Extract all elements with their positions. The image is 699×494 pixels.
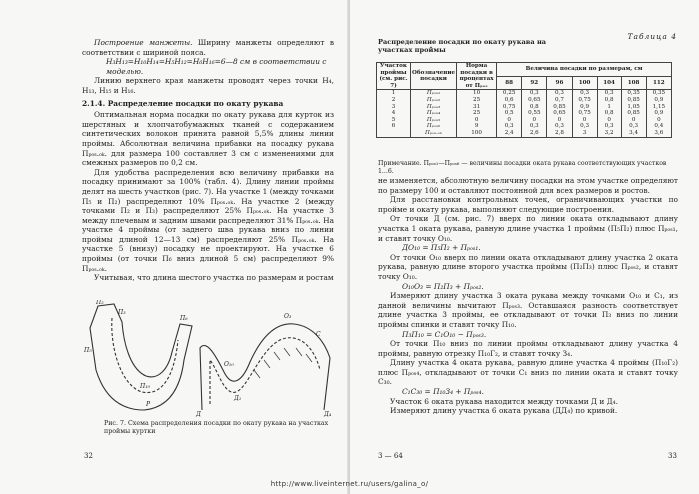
left-page bbox=[0, 0, 349, 494]
cell-value: 0,3 bbox=[497, 123, 522, 130]
section-heading: 2.1.4. Распределение посадки по окату рукава bbox=[82, 98, 284, 108]
size-header-108: 108 bbox=[621, 76, 646, 90]
cell-value: 3,2 bbox=[597, 130, 621, 137]
table-header-norm: Норма посадки в процентах от Пₚₒₛ bbox=[457, 63, 497, 90]
sleeve-cap-inner bbox=[210, 338, 320, 404]
cell-value: 0 bbox=[621, 117, 646, 124]
table-note: Примечание. Пₚₒₛ₁—Пₚₒₛ₆ — величины посадки оката рукава соответствующих участков 1...6. bbox=[378, 160, 667, 175]
cell-code: Пₚₒₛ₁ bbox=[411, 90, 457, 97]
cell-value: 0 bbox=[547, 117, 572, 124]
label-p2: П₂ bbox=[96, 300, 104, 306]
right-body-paragraph-8: П₃П₁₀ = С₁О₁₀ − Пₚₒₛ₃. bbox=[402, 329, 487, 339]
cell-code: Пₚₒₛ₄ bbox=[411, 110, 457, 117]
cell-norm: 0 bbox=[457, 117, 497, 124]
cell-part: 5 bbox=[377, 117, 411, 124]
cell-value: 1 bbox=[597, 104, 621, 111]
right-body-paragraph-6: О₁₀О₃ = П₂П₃ + Пₚₒₛ₂. bbox=[402, 281, 484, 291]
cell-value: 0,75 bbox=[572, 97, 597, 104]
right-page-number: 33 bbox=[668, 452, 677, 460]
size-header-92: 92 bbox=[522, 76, 547, 90]
cell-value: 2,8 bbox=[547, 130, 572, 137]
sleeve-cap-outline bbox=[200, 324, 330, 410]
cell-value: 0 bbox=[646, 117, 671, 124]
size-header-104: 104 bbox=[597, 76, 621, 90]
cell-value: 3,6 bbox=[646, 130, 671, 137]
label-p10: П₁₀ bbox=[140, 383, 151, 390]
cell-part: 2 bbox=[377, 97, 411, 104]
label-p5: П₅ bbox=[84, 347, 92, 354]
table-header-part: Участок проймы (см. рис. 7) bbox=[377, 63, 411, 90]
right-page bbox=[350, 0, 699, 494]
cell-norm: 10 bbox=[457, 90, 497, 97]
cell-value: 0,6 bbox=[497, 97, 522, 104]
cell-value: 0 bbox=[522, 117, 547, 124]
size-header-96: 96 bbox=[547, 76, 572, 90]
cell-code: Пₚₒₛ₅ bbox=[411, 117, 457, 124]
label-p6: П₆ bbox=[180, 315, 188, 322]
cell-value: 0,55 bbox=[522, 110, 547, 117]
label-o10: О₁₀ bbox=[224, 361, 234, 368]
table-row bbox=[377, 117, 672, 124]
cell-value: 0,65 bbox=[522, 97, 547, 104]
table-header-group: Величина посадки по размерам, см bbox=[497, 63, 672, 77]
cell-value: 0 bbox=[572, 117, 597, 124]
cell-value: 0,3 bbox=[522, 123, 547, 130]
right-body-paragraph-2: Для расстановки контрольных точек, ограничивающих участки по пройме и окату рукава, выполняют следующие построения. bbox=[378, 195, 678, 214]
right-body-paragraph-1: не изменяется, абсолютную величину посадки на этом участке определяют по размеру 100 и оставляют постоянной для всех размеров и ростов. bbox=[378, 176, 678, 195]
cell-value: 0,35 bbox=[646, 90, 671, 97]
sleeve-hatch bbox=[254, 348, 312, 378]
right-body-paragraph-11: С₁С₃₀ = П₁₀З₄ + Пₚₒₛ₄. bbox=[402, 387, 484, 397]
cell-value: 3,4 bbox=[621, 130, 646, 137]
cell-value: 0,9 bbox=[646, 110, 671, 117]
cell-value: 2,4 bbox=[497, 130, 522, 137]
cell-part: 6 bbox=[377, 123, 411, 130]
table-number: Таблица 4 bbox=[627, 32, 677, 41]
cell-value: 0,8 bbox=[597, 97, 621, 104]
table-row bbox=[377, 104, 672, 111]
cell-norm: 9 bbox=[457, 123, 497, 130]
cell-norm: 100 bbox=[457, 130, 497, 137]
label-o3: О₃ bbox=[284, 313, 292, 320]
right-body-paragraph-3: От точки Д (см. рис. 7) вверх по линии оката откладывают длину участка 1 оката рукава, равную длине участка 1 проймы (П₅П₂) плюс Пₚₒₛ₁, и ставят точку О₁₀. bbox=[378, 214, 678, 243]
cell-value: 0,3 bbox=[547, 123, 572, 130]
right-body-paragraph-4: ДО₁₀ = П₅П₂ + Пₚₒₛ₁. bbox=[402, 243, 481, 253]
cell-value: 0,3 bbox=[547, 90, 572, 97]
watermark-url: http://www.liveinternet.ru/users/galina_o/ bbox=[270, 480, 429, 488]
cuff-formula: Н₃Н₁₃=Н₁₀Н₁₄=Н₅Н₁₂=Н₆Н₁₆=6—8 см в соответствии с моделью. bbox=[106, 57, 327, 76]
size-header-112: 112 bbox=[646, 76, 671, 90]
right-body-paragraph-5: От точки О₁₀ вверх по линии оката откладывают длину участка 2 оката рукава, равную длине второго участка проймы (П₂П₃) плюс Пₚₒₛ₂, и ставят точку О₁₀. bbox=[378, 252, 678, 281]
cell-value: 0,3 bbox=[572, 90, 597, 97]
cell-value: 0,3 bbox=[572, 123, 597, 130]
cell-value: 0,9 bbox=[572, 104, 597, 111]
body-paragraph-1: Оптимальная норма посадки по окату рукава для курток из шерстяных и хлопчатобумажных тканей с содержанием синтетических волокон принята равной 5,5% длины линии проймы. Абсолютная величина прибавки на посадку рукава Пₚₒₛ.ₒₖ. для размера 100 составляет 3 см с изменениями для смежных размеров по 0,2 см. bbox=[82, 110, 334, 168]
cell-value: 0,9 bbox=[646, 97, 671, 104]
size-header-88: 88 bbox=[497, 76, 522, 90]
cuff-paragraph bbox=[82, 38, 334, 57]
right-body-paragraph-12: Участок 6 оката рукава находится между точками Д и Д₄. bbox=[390, 396, 618, 406]
table-header-code: Обозначение посадки bbox=[411, 63, 457, 90]
table-title: Распределение посадки по окату рукава на участках проймы bbox=[378, 38, 547, 54]
signature-mark: 3 — 64 bbox=[378, 452, 403, 460]
cell-part: 4 bbox=[377, 110, 411, 117]
cell-part bbox=[377, 130, 411, 137]
cell-value: 0,7 bbox=[547, 97, 572, 104]
right-body-paragraph-7: Измеряют длину участка 3 оката рукава между точками О₁₀ и С₁, из данной величины вычитают Пₚₒₛ₃. Оставшаяся разность соответствует длине участка 3 проймы, ее откладывают от точки П₃ вниз по линии проймы спинки и ставят точку П₁₀. bbox=[378, 291, 678, 329]
left-page-number: 32 bbox=[84, 452, 93, 460]
cell-value: 2,6 bbox=[522, 130, 547, 137]
cell-part: 1 bbox=[377, 90, 411, 97]
body-paragraph-2: Для удобства распределения всю величину прибавки на посадку принимают за 100% (табл. 4). Длину линии проймы делят на шесть участков (рис. 7). На участке 1 (между точками П₅ и П₂) распределяют 10% Пₚₒₛ.ₒₖ. На участке 2 (между точками П₂ и П₃) распределяют 25% Пₚₒₛ.ₒₖ. На участке 3 между плечевым и задним швами распределяют 31% Пₚₒₛ.ₒₖ. На участке 4 проймы (от заднего шва рукава вниз по линии проймы длиной 12—13 см) распределяют 25% Пₚₒₛ.ₒₖ. На участке 5 (внизу) посадку не проектируют. На участке 6 проймы (от точки П₆ вниз длиной 5 см) распределяют 9% Пₚₒₛ.ₒₖ. bbox=[82, 167, 334, 273]
label-d4: Д₄ bbox=[324, 411, 332, 418]
cell-value: 0,8 bbox=[597, 110, 621, 117]
table-row bbox=[377, 110, 672, 117]
cell-value: 0,3 bbox=[522, 90, 547, 97]
seam-ease-table bbox=[376, 62, 672, 138]
cell-code: Пₚₒₛ₂ bbox=[411, 97, 457, 104]
cell-code: Пₚₒₛ₆ bbox=[411, 123, 457, 130]
armhole-outline bbox=[90, 304, 192, 410]
cell-value: 0 bbox=[497, 117, 522, 124]
armhole-inner bbox=[112, 318, 178, 393]
cell-value: 0,85 bbox=[547, 104, 572, 111]
cell-value: 0,3 bbox=[621, 123, 646, 130]
armhole-diagram bbox=[84, 300, 334, 418]
cell-value: 1,15 bbox=[646, 104, 671, 111]
right-body-paragraph-13: Измеряют длину участка 6 оката рукава (ДД₄) по кривой. bbox=[390, 406, 618, 416]
cuff-line-paragraph: Линию верхнего края манжеты проводят через точки Н₄, Н₁₃, Н₁₅ и Н₁₆. bbox=[82, 76, 334, 95]
label-d: Д bbox=[196, 411, 201, 418]
table-row bbox=[377, 130, 672, 137]
right-body-paragraph-9: От точки П₁₀ вниз по линии проймы откладывают длину участка 4 проймы, равную отрезку П₁₀Г₂, и ставят точку З₄. bbox=[378, 339, 678, 358]
cell-value: 0,85 bbox=[621, 110, 646, 117]
cell-value: 0,85 bbox=[621, 97, 646, 104]
cell-value: 0,75 bbox=[497, 104, 522, 111]
cell-value: 0,3 bbox=[597, 123, 621, 130]
label-p3: П₃ bbox=[118, 309, 126, 316]
cell-value: 0,35 bbox=[621, 90, 646, 97]
cell-code: Пₚₒₛ₃ bbox=[411, 104, 457, 111]
cuff-text: Ширину манжеты определяют в соответствии с шириной пояса. bbox=[82, 38, 334, 57]
label-r: Р bbox=[146, 401, 151, 408]
cell-value: 0,5 bbox=[497, 110, 522, 117]
cell-value: 1,05 bbox=[621, 104, 646, 111]
cell-norm: 31 bbox=[457, 104, 497, 111]
cell-value: 0 bbox=[597, 117, 621, 124]
table-row bbox=[377, 123, 672, 130]
cell-value: 0,4 bbox=[646, 123, 671, 130]
figure-caption: Рис. 7. Схема распределения посадки по окату рукава на участках проймы куртки bbox=[104, 420, 329, 435]
cell-norm: 25 bbox=[457, 97, 497, 104]
label-c: С bbox=[316, 331, 321, 338]
cell-value: 0,8 bbox=[522, 104, 547, 111]
table-row bbox=[377, 90, 672, 97]
table-row bbox=[377, 97, 672, 104]
cell-value: 0,25 bbox=[497, 90, 522, 97]
label-d1: Д₁ bbox=[234, 395, 242, 402]
body-paragraph-3: Учитывая, что длина шестого участка по размерам и ростам bbox=[94, 273, 334, 283]
right-text-column bbox=[378, 176, 678, 416]
cell-value: 0,75 bbox=[572, 110, 597, 117]
right-body-paragraph-10: Длину участка 4 оката рукава, равную длине участка 4 проймы (П₁₀Г₂) плюс Пₚₒₛ₄, откладывают от точки С₁ вниз по линии оката и ставят точку С₃₀. bbox=[378, 358, 678, 387]
left-text-column bbox=[82, 38, 334, 283]
cell-value: 0,3 bbox=[597, 90, 621, 97]
cell-norm: 25 bbox=[457, 110, 497, 117]
cell-part: 3 bbox=[377, 104, 411, 111]
cuff-lead: Построение манжеты. bbox=[94, 38, 193, 47]
cell-value: 3 bbox=[572, 130, 597, 137]
cell-value: 0,65 bbox=[547, 110, 572, 117]
size-header-100: 100 bbox=[572, 76, 597, 90]
cell-code: Пₚₒₛ.ₒₖ bbox=[411, 130, 457, 137]
